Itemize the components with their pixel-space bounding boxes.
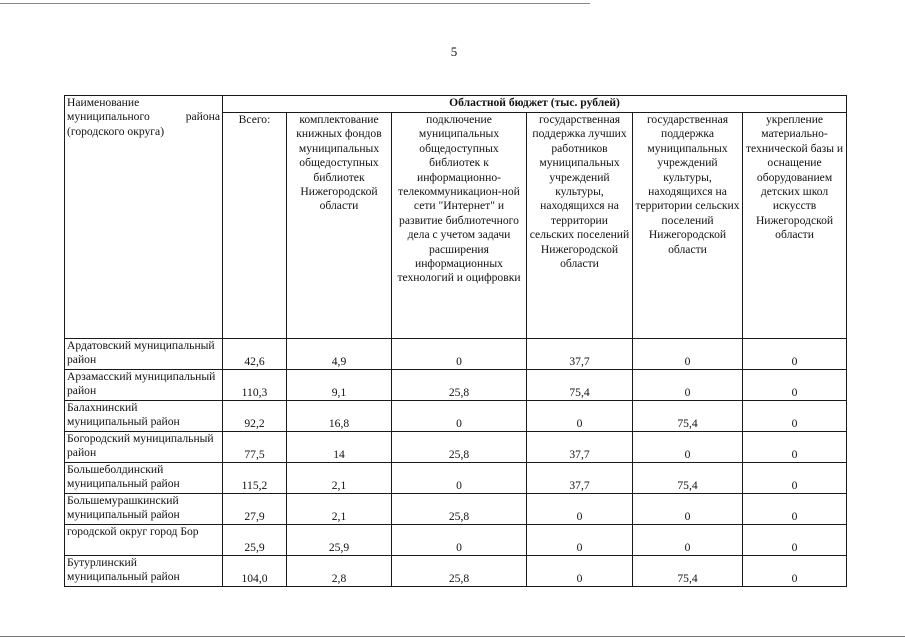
value-culture-institutions: 0 — [633, 494, 743, 525]
district-name: Ардатовский муниципальный район — [65, 339, 223, 370]
column-header-internet: подключение муниципальных общедоступных библиотек к информационно-телекоммуникацион-ной сети "Интернет" и развитие библиотечного дела с учетом задачи расширения информационных технологий и оцифровки — [392, 113, 527, 339]
value-art-schools: 0 — [743, 339, 847, 370]
scan-edge-bottom — [0, 636, 905, 637]
value-culture-institutions: 75,4 — [633, 463, 743, 494]
value-best-workers: 0 — [527, 401, 633, 432]
value-art-schools: 0 — [743, 370, 847, 401]
column-header-culture-institutions: государственная поддержка муниципальных учреждений культуры, находящихся на территории сельских поселений Нижегородской области — [633, 113, 743, 339]
value-culture-institutions: 0 — [633, 370, 743, 401]
district-name: Бутурлинский муниципальный район — [65, 556, 223, 587]
district-name: городской округ город Бор — [65, 525, 223, 556]
value-culture-institutions: 0 — [633, 339, 743, 370]
table-row — [65, 401, 847, 432]
value-art-schools: 0 — [743, 494, 847, 525]
budget-table — [64, 95, 847, 587]
column-header-best-workers: государственная поддержка лучших работников муниципальных учреждений культуры, находящихся на территории сельских поселений Нижегородской области — [527, 113, 633, 339]
table-row — [65, 370, 847, 401]
table-row — [65, 494, 847, 525]
value-book-funds: 2,8 — [287, 556, 392, 587]
district-name: Арзамасский муниципальный район — [65, 370, 223, 401]
value-book-funds: 2,1 — [287, 494, 392, 525]
district-column-header: Наименование муниципального района (городского округа) — [65, 96, 223, 339]
table-row — [65, 432, 847, 463]
value-culture-institutions: 0 — [633, 525, 743, 556]
value-culture-institutions: 75,4 — [633, 401, 743, 432]
value-best-workers: 0 — [527, 525, 633, 556]
scan-edge-top — [0, 3, 590, 4]
value-best-workers: 75,4 — [527, 370, 633, 401]
value-art-schools: 0 — [743, 463, 847, 494]
table-row — [65, 339, 847, 370]
value-book-funds: 14 — [287, 432, 392, 463]
table-row — [65, 525, 847, 556]
column-header-book-funds: комплектование книжных фондов муниципальных общедоступных библиотек Нижегородской области — [287, 113, 392, 339]
column-header-art-schools: укрепление материально-технической базы и оснащение оборудованием детских школ искусств Нижегородской области — [743, 113, 847, 339]
value-total: 25,9 — [223, 525, 287, 556]
value-art-schools: 0 — [743, 556, 847, 587]
district-name: Балахнинский муниципальный район — [65, 401, 223, 432]
district-name: Большемурашкинский муниципальный район — [65, 494, 223, 525]
value-total: 115,2 — [223, 463, 287, 494]
value-best-workers: 37,7 — [527, 463, 633, 494]
value-internet: 25,8 — [392, 370, 527, 401]
value-total: 27,9 — [223, 494, 287, 525]
value-internet: 25,8 — [392, 432, 527, 463]
district-name: Большеболдинский муниципальный район — [65, 463, 223, 494]
value-total: 42,6 — [223, 339, 287, 370]
value-total: 77,5 — [223, 432, 287, 463]
column-header-total: Всего: — [223, 113, 287, 339]
value-best-workers: 0 — [527, 556, 633, 587]
value-internet: 0 — [392, 463, 527, 494]
value-book-funds: 4,9 — [287, 339, 392, 370]
value-culture-institutions: 75,4 — [633, 556, 743, 587]
value-total: 104,0 — [223, 556, 287, 587]
value-best-workers: 37,7 — [527, 432, 633, 463]
value-internet: 0 — [392, 339, 527, 370]
table-row — [65, 463, 847, 494]
value-book-funds: 2,1 — [287, 463, 392, 494]
value-internet: 0 — [392, 401, 527, 432]
header-row-group — [65, 96, 847, 113]
value-internet: 25,8 — [392, 556, 527, 587]
value-art-schools: 0 — [743, 432, 847, 463]
value-art-schools: 0 — [743, 401, 847, 432]
value-culture-institutions: 0 — [633, 432, 743, 463]
table-row — [65, 556, 847, 587]
regional-budget-header: Областной бюджет (тыс. рублей) — [223, 96, 847, 113]
page-number: 5 — [450, 44, 458, 59]
value-internet: 0 — [392, 525, 527, 556]
value-total: 92,2 — [223, 401, 287, 432]
value-book-funds: 16,8 — [287, 401, 392, 432]
value-art-schools: 0 — [743, 525, 847, 556]
value-best-workers: 0 — [527, 494, 633, 525]
value-internet: 25,8 — [392, 494, 527, 525]
value-book-funds: 9,1 — [287, 370, 392, 401]
value-best-workers: 37,7 — [527, 339, 633, 370]
value-book-funds: 25,9 — [287, 525, 392, 556]
value-total: 110,3 — [223, 370, 287, 401]
district-name: Богородский муниципальный район — [65, 432, 223, 463]
